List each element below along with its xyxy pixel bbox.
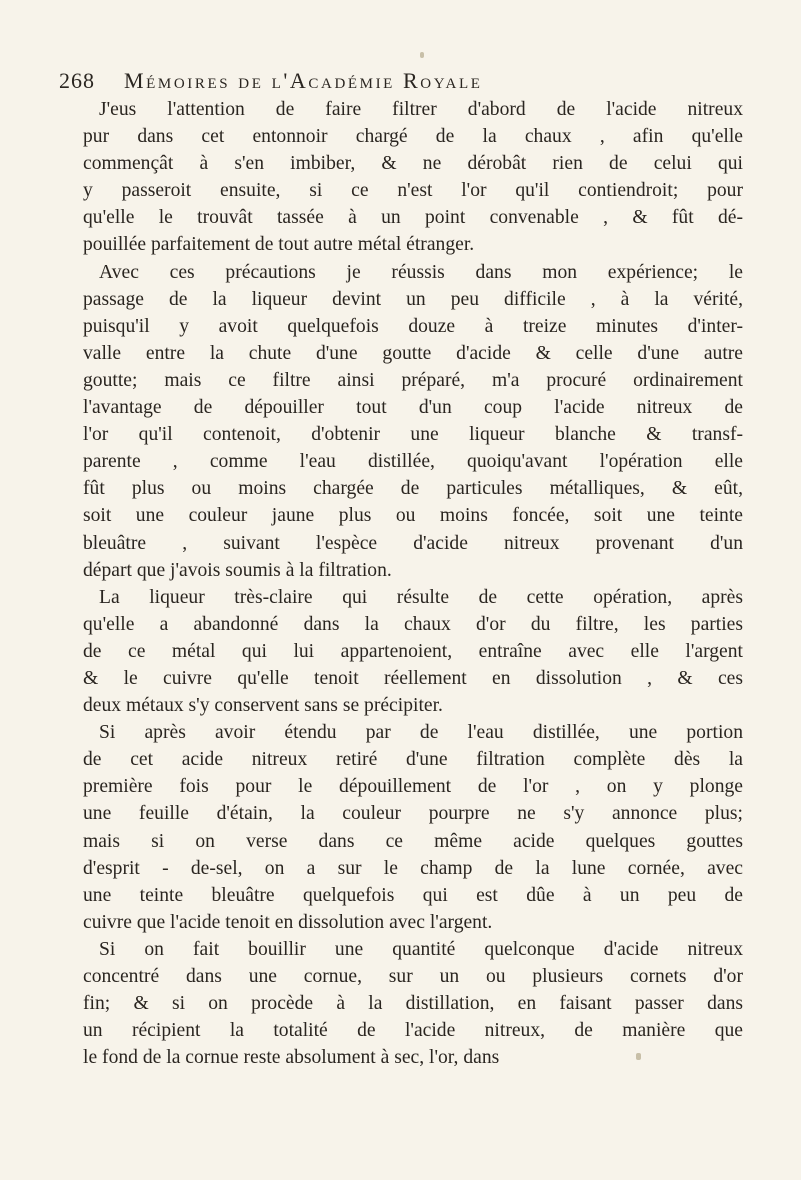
text-line: fût plus ou moins chargée de particules métalliques, & eût,	[83, 478, 743, 500]
text-line: une teinte bleuâtre quelquefois qui est dûe à un peu de	[83, 884, 743, 906]
text-line: J'eus l'attention de faire filtrer d'abord de l'acide nitreux	[99, 99, 743, 120]
text-line: fin; & si on procède à la distillation, en faisant passer dans	[83, 993, 743, 1015]
text-line: bleuâtre , suivant l'espèce d'acide nitreux provenant d'un	[83, 532, 743, 554]
text-line: de ce métal qui lui appartenoient, entraîne avec elle l'argent	[83, 640, 743, 662]
page-header	[59, 68, 759, 98]
text-line: l'avantage de dépouiller tout d'un coup l'acide nitreux de	[83, 397, 743, 419]
text-line: commençât à s'en imbiber, & ne dérobât rien de celui qui	[83, 153, 743, 175]
text-line: y passeroit ensuite, si ce n'est l'or qu'il contiendroit; pour	[83, 180, 743, 202]
text-line: & le cuivre qu'elle tenoit réellement en dissolution , & ces	[83, 667, 743, 689]
text-line: qu'elle a abandonné dans la chaux d'or du filtre, les parties	[83, 613, 743, 635]
text-line: Si après avoir étendu par de l'eau distillée, une portion	[99, 722, 743, 744]
text-line: puisqu'il y avoit quelquefois douze à treize minutes d'inter-	[83, 315, 743, 337]
text-line: deux métaux s'y conservent sans se précipiter.	[83, 695, 443, 717]
text-line: d'esprit - de-sel, on a sur le champ de la lune cornée, avec	[83, 857, 743, 879]
paragraph	[83, 936, 743, 1071]
text-line: départ que j'avois soumis à la filtration.	[83, 559, 392, 581]
text-line: qu'elle le trouvât tassée à un point convenable , & fût dé-	[83, 207, 743, 229]
text-line: valle entre la chute d'une goutte d'acide & celle d'une autre	[83, 342, 743, 364]
text-line: pur dans cet entonnoir chargé de la chaux , afin qu'elle	[83, 126, 743, 148]
text-line: une feuille d'étain, la couleur pourpre ne s'y annonce plus;	[83, 803, 743, 825]
paper-speck	[636, 1053, 641, 1060]
text-line: de cet acide nitreux retiré d'une filtration complète dès la	[83, 749, 743, 771]
text-line: concentré dans une cornue, sur un ou plusieurs cornets d'or	[83, 966, 743, 987]
page-number: 268	[59, 68, 95, 93]
text-line: mais si on verse dans ce même acide quelques gouttes	[83, 830, 743, 852]
paper-speck	[420, 52, 424, 58]
text-line: La liqueur très-claire qui résulte de cette opération, après	[99, 586, 743, 608]
text-line: goutte; mais ce filtre ainsi préparé, m'a procuré ordinairement	[83, 369, 743, 391]
text-line: Si on fait bouillir une quantité quelconque d'acide nitreux	[99, 938, 743, 960]
text-line: le fond de la cornue reste absolument à sec, l'or, dans	[83, 1047, 500, 1069]
paragraph	[83, 719, 743, 936]
text-line: passage de la liqueur devint un peu difficile , à la vérité,	[83, 288, 743, 310]
running-title: Mémoires de l'Académie Royale	[124, 68, 483, 93]
text-line: cuivre que l'acide tenoit en dissolution avec l'argent.	[83, 911, 493, 933]
paragraph	[83, 96, 743, 259]
paragraph	[83, 584, 743, 719]
text-line: parente , comme l'eau distillée, quoiqu'avant l'opération elle	[83, 451, 743, 473]
text-line: soit une couleur jaune plus ou moins foncée, soit une teinte	[83, 505, 743, 527]
text-line: pouillée parfaitement de tout autre métal étranger.	[83, 234, 475, 256]
text-line: un récipient la totalité de l'acide nitreux, de manière que	[83, 1020, 743, 1042]
paragraph	[83, 259, 743, 584]
text-line: l'or qu'il contenoit, d'obtenir une liqueur blanche & transf-	[83, 424, 743, 446]
text-line: première fois pour le dépouillement de l'or , on y plonge	[83, 776, 743, 798]
text-line: Avec ces précautions je réussis dans mon expérience; le	[99, 261, 743, 283]
body-text	[83, 96, 743, 1071]
